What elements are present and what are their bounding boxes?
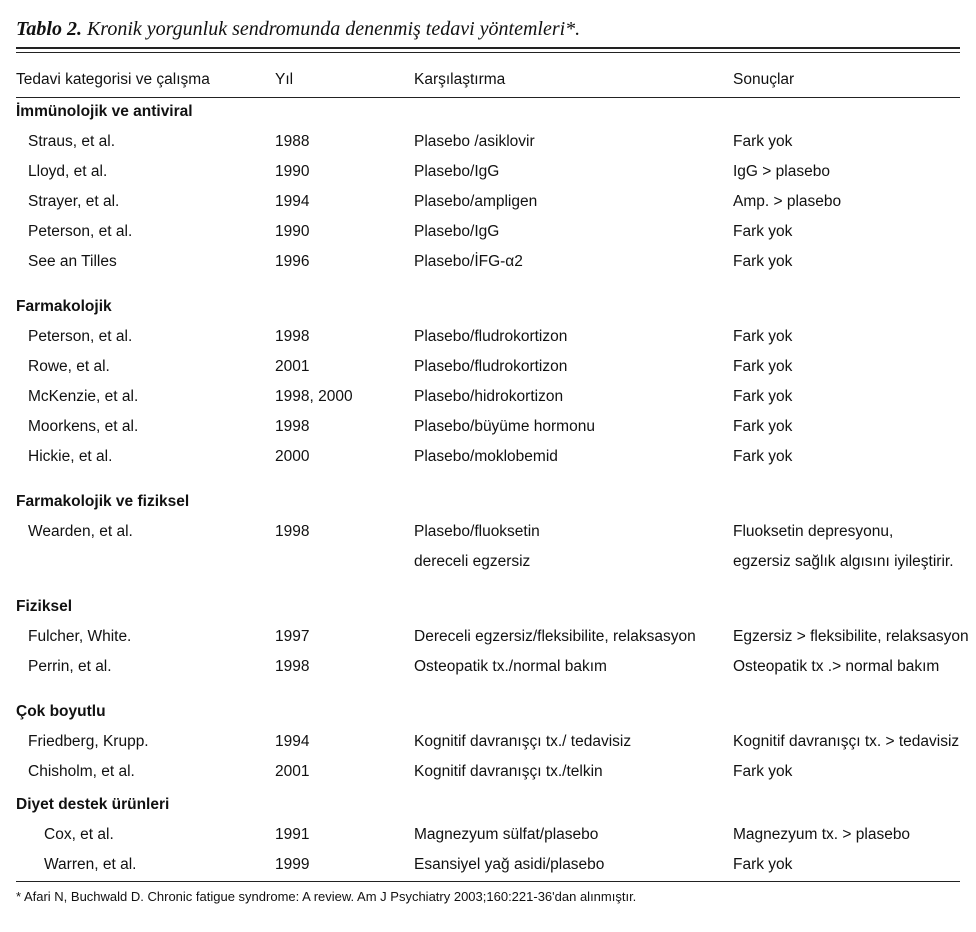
cell-year: 1998, 2000 [275,388,353,405]
top-rule-thick [16,47,960,49]
cell-study: Peterson, et al. [28,223,133,240]
cell-result: Fark yok [733,418,793,435]
cell-comparison: Osteopatik tx./normal bakım [414,658,607,675]
cell-study: McKenzie, et al. [28,388,139,405]
cell-comparison: Plasebo/fluoksetin [414,523,540,540]
header-results: Sonuçlar [733,71,795,88]
top-rule-thin [16,52,960,53]
cell-study: Wearden, et al. [28,523,133,540]
section-heading: Çok boyutlu [16,703,106,720]
header-year: Yıl [275,71,294,88]
cell-year: 1998 [275,328,310,345]
header-comparison: Karşılaştırma [414,71,506,88]
cell-year: 1997 [275,628,310,645]
cell-result: Fark yok [733,856,793,873]
cell-result: Fark yok [733,448,793,465]
cell-study: Chisholm, et al. [28,763,135,780]
cell-comparison: Dereceli egzersiz/fleksibilite, relaksasyon [414,628,696,645]
cell-year: 1998 [275,523,310,540]
cell-result: egzersiz sağlık algısını iyileştirir. [733,553,954,570]
cell-comparison: Plasebo/IgG [414,223,500,240]
cell-result: Fark yok [733,388,793,405]
header-rule [16,97,960,98]
cell-study: Straus, et al. [28,133,116,150]
cell-year: 1998 [275,418,310,435]
cell-comparison: Plasebo/moklobemid [414,448,558,465]
table-title [16,18,580,41]
cell-comparison: dereceli egzersiz [414,553,531,570]
cell-result: IgG > plasebo [733,163,830,180]
cell-result: Fark yok [733,133,793,150]
cell-comparison: Plasebo/IgG [414,163,500,180]
cell-result: Kognitif davranışçı tx. > tedavisiz [733,733,960,750]
section-heading: Diyet destek ürünleri [16,796,170,813]
cell-year: 2001 [275,358,310,375]
cell-result: Amp. > plasebo [733,193,842,210]
cell-study: Lloyd, et al. [28,163,108,180]
cell-result: Fark yok [733,328,793,345]
cell-comparison: Plasebo/fludrokortizon [414,328,568,345]
cell-year: 1991 [275,826,310,843]
cell-comparison: Plasebo/fludrokortizon [414,358,568,375]
cell-year: 2000 [275,448,310,465]
cell-result: Fark yok [733,358,793,375]
cell-comparison: Plasebo/büyüme hormonu [414,418,595,435]
cell-comparison: Plasebo /asiklovir [414,133,535,150]
bottom-rule [16,881,960,882]
cell-comparison: Magnezyum sülfat/plasebo [414,826,599,843]
cell-comparison: Plasebo/hidrokortizon [414,388,564,405]
cell-year: 1996 [275,253,310,270]
cell-study: Warren, et al. [44,856,137,873]
cell-result: Osteopatik tx .> normal bakım [733,658,940,675]
cell-study: See an Tilles [28,253,117,270]
section-heading: Farmakolojik [16,298,112,315]
cell-comparison: Esansiyel yağ asidi/plasebo [414,856,605,873]
cell-result: Fluoksetin depresyonu, [733,523,894,540]
cell-year: 1988 [275,133,310,150]
cell-result: Fark yok [733,763,793,780]
cell-year: 1990 [275,223,310,240]
cell-comparison: Kognitif davranışçı tx./ tedavisiz [414,733,632,750]
section-heading: İmmünolojik ve antiviral [16,103,193,120]
cell-result: Fark yok [733,223,793,240]
cell-study: Peterson, et al. [28,328,133,345]
table-footnote: * Afari N, Buchwald D. Chronic fatigue syndrome: A review. Am J Psychiatry 2003;160:221-36'dan alınmıştır. [16,889,637,904]
table-title-text: Kronik yorgunluk sendromunda denenmiş tedavi yöntemleri*. [81,18,581,40]
cell-year: 1994 [275,193,310,210]
section-heading: Farmakolojik ve fiziksel [16,493,190,510]
cell-comparison: Kognitif davranışçı tx./telkin [414,763,603,780]
cell-study: Fulcher, White. [28,628,132,645]
cell-year: 1998 [275,658,310,675]
header-study: Tedavi kategorisi ve çalışma [16,71,210,88]
cell-year: 2001 [275,763,310,780]
table-title-label: Tablo 2. [16,18,82,40]
cell-comparison: Plasebo/İFG-α2 [414,253,523,270]
cell-study: Rowe, et al. [28,358,110,375]
cell-study: Hickie, et al. [28,448,113,465]
cell-study: Moorkens, et al. [28,418,139,435]
cell-year: 1994 [275,733,310,750]
cell-result: Fark yok [733,253,793,270]
section-heading: Fiziksel [16,598,72,615]
cell-study: Friedberg, Krupp. [28,733,149,750]
cell-year: 1990 [275,163,310,180]
cell-result: Magnezyum tx. > plasebo [733,826,911,843]
cell-study: Cox, et al. [44,826,114,843]
cell-comparison: Plasebo/ampligen [414,193,538,210]
cell-study: Perrin, et al. [28,658,112,675]
cell-year: 1999 [275,856,310,873]
cell-result: Egzersiz > fleksibilite, relaksasyon [733,628,969,645]
cell-study: Strayer, et al. [28,193,120,210]
